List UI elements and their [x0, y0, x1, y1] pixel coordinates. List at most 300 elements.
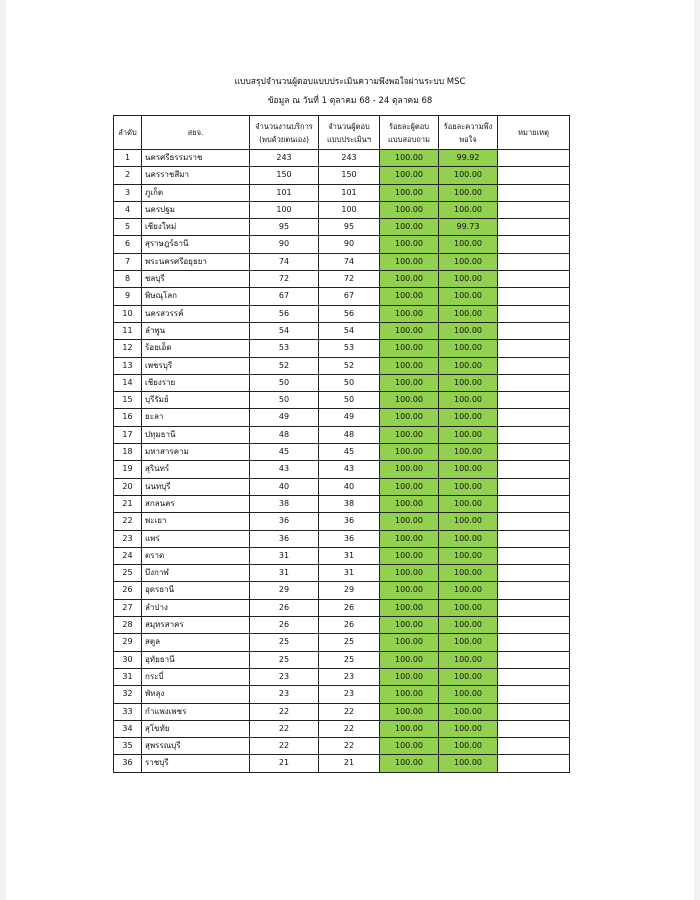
cell-responses: 67	[319, 288, 380, 305]
cell-pct-responses: 100.00	[380, 219, 439, 236]
cell-services: 100	[250, 201, 319, 218]
cell-pct-responses: 100.00	[380, 392, 439, 409]
cell-remark	[498, 599, 570, 616]
cell-responses: 25	[319, 651, 380, 668]
cell-pct-responses: 100.00	[380, 547, 439, 564]
cell-services: 22	[250, 720, 319, 737]
cell-pct-satisfaction: 99.92	[439, 150, 498, 167]
cell-office: พัทลุง	[142, 686, 250, 703]
table-row	[114, 253, 570, 270]
table-row	[114, 495, 570, 512]
header-pct-responses: ร้อยละผู้ตอบ แบบสอบถาม	[380, 116, 439, 150]
cell-pct-responses: 100.00	[380, 305, 439, 322]
cell-pct-responses: 100.00	[380, 357, 439, 374]
cell-remark	[498, 305, 570, 322]
cell-services: 23	[250, 686, 319, 703]
cell-pct-responses: 100.00	[380, 755, 439, 772]
cell-responses: 23	[319, 668, 380, 685]
document-subtitle: ข้อมูล ณ วันที่ 1 ตุลาคม 68 - 24 ตุลาคม 68	[267, 96, 433, 106]
cell-pct-responses: 100.00	[380, 374, 439, 391]
cell-pct-responses: 100.00	[380, 184, 439, 201]
cell-remark	[498, 236, 570, 253]
cell-services: 22	[250, 703, 319, 720]
cell-pct-responses: 100.00	[380, 288, 439, 305]
cell-remark	[498, 582, 570, 599]
cell-responses: 21	[319, 755, 380, 772]
cell-office: ลำปาง	[142, 599, 250, 616]
cell-no: 1	[114, 150, 142, 167]
cell-remark	[498, 634, 570, 651]
cell-office: พิษณุโลก	[142, 288, 250, 305]
cell-responses: 40	[319, 478, 380, 495]
cell-responses: 50	[319, 374, 380, 391]
cell-pct-responses: 100.00	[380, 322, 439, 339]
table-row	[114, 236, 570, 253]
cell-responses: 150	[319, 167, 380, 184]
cell-no: 21	[114, 495, 142, 512]
table-row	[114, 184, 570, 201]
cell-office: นครราชสีมา	[142, 167, 250, 184]
table-row	[114, 599, 570, 616]
cell-services: 74	[250, 253, 319, 270]
cell-remark	[498, 651, 570, 668]
cell-remark	[498, 565, 570, 582]
cell-no: 33	[114, 703, 142, 720]
cell-responses: 26	[319, 617, 380, 634]
cell-office: สุราษฎร์ธานี	[142, 236, 250, 253]
cell-pct-satisfaction: 100.00	[439, 738, 498, 755]
cell-office: กำแพงเพชร	[142, 703, 250, 720]
cell-office: ภูเก็ต	[142, 184, 250, 201]
cell-office: อุทัยธานี	[142, 651, 250, 668]
cell-no: 23	[114, 530, 142, 547]
cell-pct-responses: 100.00	[380, 201, 439, 218]
cell-responses: 53	[319, 340, 380, 357]
cell-no: 11	[114, 322, 142, 339]
cell-pct-responses: 100.00	[380, 651, 439, 668]
cell-office: ปทุมธานี	[142, 426, 250, 443]
cell-responses: 48	[319, 426, 380, 443]
cell-pct-satisfaction: 100.00	[439, 599, 498, 616]
cell-office: นครปฐม	[142, 201, 250, 218]
cell-no: 30	[114, 651, 142, 668]
cell-remark	[498, 686, 570, 703]
cell-pct-satisfaction: 100.00	[439, 582, 498, 599]
cell-no: 9	[114, 288, 142, 305]
cell-office: มหาสารคาม	[142, 444, 250, 461]
cell-pct-responses: 100.00	[380, 668, 439, 685]
cell-services: 54	[250, 322, 319, 339]
cell-pct-responses: 100.00	[380, 738, 439, 755]
cell-no: 14	[114, 374, 142, 391]
table-row	[114, 392, 570, 409]
table-row	[114, 322, 570, 339]
cell-office: เชียงราย	[142, 374, 250, 391]
document-page	[6, 0, 694, 900]
cell-services: 90	[250, 236, 319, 253]
cell-responses: 54	[319, 322, 380, 339]
cell-pct-satisfaction: 100.00	[439, 288, 498, 305]
table-row	[114, 340, 570, 357]
cell-pct-satisfaction: 100.00	[439, 634, 498, 651]
cell-no: 25	[114, 565, 142, 582]
cell-pct-satisfaction: 100.00	[439, 374, 498, 391]
cell-pct-responses: 100.00	[380, 409, 439, 426]
table-row	[114, 703, 570, 720]
cell-pct-satisfaction: 100.00	[439, 755, 498, 772]
cell-services: 26	[250, 617, 319, 634]
cell-services: 21	[250, 755, 319, 772]
table-row	[114, 617, 570, 634]
cell-no: 15	[114, 392, 142, 409]
cell-remark	[498, 409, 570, 426]
cell-pct-responses: 100.00	[380, 720, 439, 737]
cell-office: ชลบุรี	[142, 271, 250, 288]
cell-office: สกลนคร	[142, 495, 250, 512]
cell-responses: 100	[319, 201, 380, 218]
cell-office: สุพรรณบุรี	[142, 738, 250, 755]
cell-remark	[498, 461, 570, 478]
cell-services: 45	[250, 444, 319, 461]
table-row	[114, 409, 570, 426]
cell-office: บุรีรัมย์	[142, 392, 250, 409]
cell-services: 67	[250, 288, 319, 305]
cell-office: กระบี่	[142, 668, 250, 685]
cell-services: 26	[250, 599, 319, 616]
cell-pct-satisfaction: 100.00	[439, 720, 498, 737]
cell-pct-responses: 100.00	[380, 426, 439, 443]
cell-office: บึงกาฬ	[142, 565, 250, 582]
cell-services: 36	[250, 530, 319, 547]
cell-pct-satisfaction: 100.00	[439, 444, 498, 461]
cell-pct-responses: 100.00	[380, 167, 439, 184]
table-row	[114, 547, 570, 564]
cell-responses: 22	[319, 738, 380, 755]
cell-no: 19	[114, 461, 142, 478]
cell-pct-responses: 100.00	[380, 150, 439, 167]
table-row	[114, 755, 570, 772]
cell-services: 56	[250, 305, 319, 322]
cell-office: แพร่	[142, 530, 250, 547]
table-row	[114, 357, 570, 374]
table-row	[114, 288, 570, 305]
cell-office: ลำพูน	[142, 322, 250, 339]
cell-no: 35	[114, 738, 142, 755]
table-row	[114, 167, 570, 184]
cell-services: 72	[250, 271, 319, 288]
cell-remark	[498, 184, 570, 201]
cell-no: 4	[114, 201, 142, 218]
cell-services: 52	[250, 357, 319, 374]
cell-no: 20	[114, 478, 142, 495]
cell-office: เชียงใหม่	[142, 219, 250, 236]
cell-pct-satisfaction: 100.00	[439, 547, 498, 564]
cell-remark	[498, 253, 570, 270]
cell-pct-responses: 100.00	[380, 495, 439, 512]
cell-pct-satisfaction: 100.00	[439, 271, 498, 288]
cell-pct-responses: 100.00	[380, 236, 439, 253]
cell-pct-responses: 100.00	[380, 530, 439, 547]
cell-pct-satisfaction: 100.00	[439, 478, 498, 495]
cell-no: 22	[114, 513, 142, 530]
cell-remark	[498, 478, 570, 495]
cell-services: 31	[250, 565, 319, 582]
cell-pct-satisfaction: 100.00	[439, 495, 498, 512]
cell-remark	[498, 340, 570, 357]
cell-pct-responses: 100.00	[380, 271, 439, 288]
header-office: สยจ.	[142, 116, 250, 150]
cell-office: พะเยา	[142, 513, 250, 530]
cell-services: 150	[250, 167, 319, 184]
cell-no: 5	[114, 219, 142, 236]
header-pct-satisfaction: ร้อยละความพึง พอใจ	[439, 116, 498, 150]
cell-pct-responses: 100.00	[380, 444, 439, 461]
table-row	[114, 530, 570, 547]
header-row	[114, 116, 570, 150]
cell-no: 26	[114, 582, 142, 599]
cell-remark	[498, 201, 570, 218]
header-services: จำนวนงานบริการ (พบด้วยตนเอง)	[250, 116, 319, 150]
cell-pct-satisfaction: 100.00	[439, 426, 498, 443]
cell-remark	[498, 150, 570, 167]
table-row	[114, 565, 570, 582]
cell-no: 2	[114, 167, 142, 184]
cell-office: ราชบุรี	[142, 755, 250, 772]
table-row	[114, 305, 570, 322]
cell-services: 29	[250, 582, 319, 599]
cell-responses: 22	[319, 703, 380, 720]
cell-no: 16	[114, 409, 142, 426]
cell-responses: 243	[319, 150, 380, 167]
cell-pct-satisfaction: 100.00	[439, 167, 498, 184]
cell-pct-responses: 100.00	[380, 461, 439, 478]
cell-remark	[498, 426, 570, 443]
cell-office: สมุทรสาคร	[142, 617, 250, 634]
cell-pct-satisfaction: 100.00	[439, 530, 498, 547]
cell-no: 31	[114, 668, 142, 685]
cell-pct-satisfaction: 100.00	[439, 565, 498, 582]
cell-responses: 49	[319, 409, 380, 426]
cell-services: 31	[250, 547, 319, 564]
cell-remark	[498, 720, 570, 737]
cell-services: 101	[250, 184, 319, 201]
table-row	[114, 271, 570, 288]
cell-pct-satisfaction: 100.00	[439, 703, 498, 720]
cell-no: 18	[114, 444, 142, 461]
cell-no: 29	[114, 634, 142, 651]
cell-pct-satisfaction: 100.00	[439, 201, 498, 218]
cell-office: สุโขทัย	[142, 720, 250, 737]
cell-pct-responses: 100.00	[380, 582, 439, 599]
cell-pct-responses: 100.00	[380, 565, 439, 582]
cell-responses: 90	[319, 236, 380, 253]
cell-no: 17	[114, 426, 142, 443]
cell-services: 50	[250, 374, 319, 391]
cell-pct-satisfaction: 100.00	[439, 357, 498, 374]
table-row	[114, 426, 570, 443]
cell-pct-responses: 100.00	[380, 513, 439, 530]
cell-remark	[498, 322, 570, 339]
cell-responses: 38	[319, 495, 380, 512]
table-row	[114, 651, 570, 668]
cell-responses: 36	[319, 530, 380, 547]
cell-pct-satisfaction: 100.00	[439, 617, 498, 634]
cell-pct-satisfaction: 100.00	[439, 409, 498, 426]
cell-remark	[498, 530, 570, 547]
cell-no: 36	[114, 755, 142, 772]
cell-services: 36	[250, 513, 319, 530]
cell-remark	[498, 167, 570, 184]
cell-remark	[498, 444, 570, 461]
cell-remark	[498, 547, 570, 564]
cell-office: อุดรธานี	[142, 582, 250, 599]
cell-no: 10	[114, 305, 142, 322]
cell-pct-satisfaction: 100.00	[439, 686, 498, 703]
cell-no: 32	[114, 686, 142, 703]
cell-responses: 74	[319, 253, 380, 270]
cell-services: 25	[250, 634, 319, 651]
cell-responses: 25	[319, 634, 380, 651]
cell-remark	[498, 703, 570, 720]
cell-responses: 101	[319, 184, 380, 201]
cell-responses: 45	[319, 444, 380, 461]
cell-remark	[498, 357, 570, 374]
cell-pct-responses: 100.00	[380, 599, 439, 616]
cell-office: นครศรีธรรมราช	[142, 150, 250, 167]
cell-responses: 72	[319, 271, 380, 288]
table-row	[114, 201, 570, 218]
cell-responses: 95	[319, 219, 380, 236]
cell-pct-satisfaction: 100.00	[439, 513, 498, 530]
cell-pct-responses: 100.00	[380, 253, 439, 270]
cell-pct-satisfaction: 100.00	[439, 392, 498, 409]
cell-pct-responses: 100.00	[380, 634, 439, 651]
cell-pct-satisfaction: 99.73	[439, 219, 498, 236]
table-row	[114, 150, 570, 167]
cell-services: 43	[250, 461, 319, 478]
cell-responses: 43	[319, 461, 380, 478]
table-row	[114, 513, 570, 530]
cell-pct-responses: 100.00	[380, 703, 439, 720]
cell-office: สุรินทร์	[142, 461, 250, 478]
cell-office: พระนครศรีอยุธยา	[142, 253, 250, 270]
cell-no: 6	[114, 236, 142, 253]
cell-responses: 22	[319, 720, 380, 737]
table-row	[114, 478, 570, 495]
cell-pct-satisfaction: 100.00	[439, 253, 498, 270]
table-row	[114, 738, 570, 755]
cell-office: นครสวรรค์	[142, 305, 250, 322]
cell-no: 28	[114, 617, 142, 634]
cell-remark	[498, 374, 570, 391]
table-row	[114, 686, 570, 703]
cell-office: ตราด	[142, 547, 250, 564]
cell-services: 49	[250, 409, 319, 426]
cell-pct-satisfaction: 100.00	[439, 461, 498, 478]
cell-remark	[498, 392, 570, 409]
cell-services: 25	[250, 651, 319, 668]
cell-pct-responses: 100.00	[380, 686, 439, 703]
table-row	[114, 634, 570, 651]
cell-pct-responses: 100.00	[380, 478, 439, 495]
cell-no: 27	[114, 599, 142, 616]
cell-office: ร้อยเอ็ด	[142, 340, 250, 357]
cell-services: 23	[250, 668, 319, 685]
cell-remark	[498, 219, 570, 236]
cell-no: 13	[114, 357, 142, 374]
cell-remark	[498, 738, 570, 755]
table-header	[114, 116, 570, 150]
cell-services: 40	[250, 478, 319, 495]
cell-no: 24	[114, 547, 142, 564]
cell-remark	[498, 617, 570, 634]
cell-services: 243	[250, 150, 319, 167]
cell-remark	[498, 271, 570, 288]
cell-responses: 29	[319, 582, 380, 599]
cell-responses: 31	[319, 565, 380, 582]
cell-responses: 50	[319, 392, 380, 409]
table-row	[114, 582, 570, 599]
cell-services: 53	[250, 340, 319, 357]
cell-responses: 31	[319, 547, 380, 564]
cell-services: 95	[250, 219, 319, 236]
cell-pct-satisfaction: 100.00	[439, 236, 498, 253]
table-body	[114, 150, 570, 773]
cell-pct-satisfaction: 100.00	[439, 651, 498, 668]
cell-no: 3	[114, 184, 142, 201]
cell-pct-satisfaction: 100.00	[439, 184, 498, 201]
cell-pct-satisfaction: 100.00	[439, 340, 498, 357]
table-row	[114, 219, 570, 236]
cell-pct-satisfaction: 100.00	[439, 305, 498, 322]
table-row	[114, 374, 570, 391]
cell-responses: 56	[319, 305, 380, 322]
header-no: ลำดับ	[114, 116, 142, 150]
cell-pct-satisfaction: 100.00	[439, 322, 498, 339]
cell-remark	[498, 495, 570, 512]
cell-responses: 23	[319, 686, 380, 703]
cell-pct-satisfaction: 100.00	[439, 668, 498, 685]
document-title: แบบสรุปจำนวนผู้ตอบแบบประเมินความพึงพอใจผ่านระบบ MSC	[234, 77, 466, 87]
cell-pct-responses: 100.00	[380, 340, 439, 357]
table-row	[114, 461, 570, 478]
cell-no: 12	[114, 340, 142, 357]
cell-remark	[498, 513, 570, 530]
cell-services: 38	[250, 495, 319, 512]
cell-services: 48	[250, 426, 319, 443]
cell-remark	[498, 755, 570, 772]
table-row	[114, 444, 570, 461]
header-remark: หมายเหตุ	[498, 116, 570, 150]
cell-remark	[498, 288, 570, 305]
cell-remark	[498, 668, 570, 685]
cell-responses: 26	[319, 599, 380, 616]
cell-responses: 36	[319, 513, 380, 530]
cell-office: เพชรบุรี	[142, 357, 250, 374]
summary-table	[113, 115, 570, 773]
table-row	[114, 720, 570, 737]
cell-no: 7	[114, 253, 142, 270]
header-responses: จำนวนผู้ตอบ แบบประเมินฯ	[319, 116, 380, 150]
cell-services: 50	[250, 392, 319, 409]
cell-office: สตูล	[142, 634, 250, 651]
cell-office: นนทบุรี	[142, 478, 250, 495]
cell-no: 34	[114, 720, 142, 737]
cell-office: ยะลา	[142, 409, 250, 426]
table-row	[114, 668, 570, 685]
cell-no: 8	[114, 271, 142, 288]
cell-pct-responses: 100.00	[380, 617, 439, 634]
